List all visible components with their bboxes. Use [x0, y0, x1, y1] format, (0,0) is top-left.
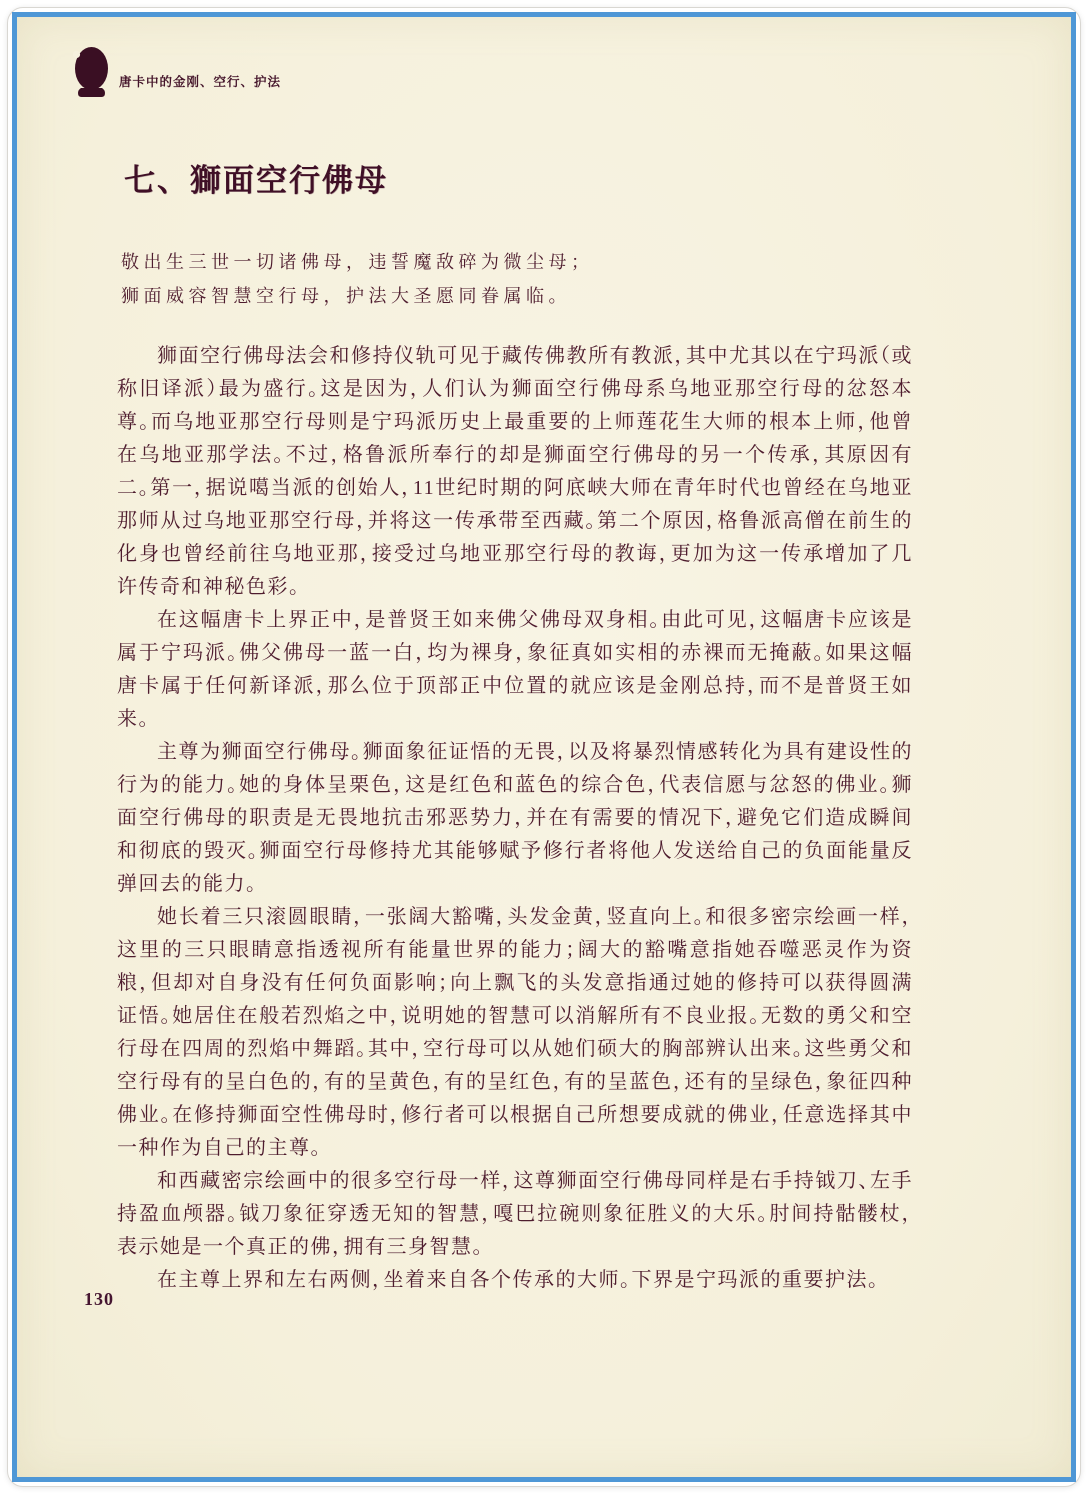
body-paragraph: 主尊为狮面空行佛母。狮面象征证悟的无畏，以及将暴烈情感转化为具有建设性的行为的能力。她的身体呈栗色，这是红色和蓝色的综合色，代表信愿与忿怒的佛业。狮面空行佛母的职责是无畏地抗击邪恶势力，并在有需要的情况下，避免它们造成瞬间和彻底的毁灭。狮面空行母修持尤其能够赋予修行者将他人发送给自己的负面能量反弹回去的能力。: [117, 741, 913, 895]
verse-line-1: 敬出生三世一切诸佛母，违誓魔敌碎为微尘母；: [121, 252, 594, 272]
body-paragraph: 和西藏密宗绘画中的很多空行母一样，这尊狮面空行佛母同样是右手持钺刀、左手持盈血颅器。钺刀象征穿透无知的智慧，嘎巴拉碗则象征胜义的大乐。肘间持骷髅杖，表示她是一个真正的佛，拥有三身智慧。: [117, 1170, 913, 1258]
paper-area: [12, 12, 1076, 1482]
running-header: [73, 45, 281, 100]
chapter-title: 七、獅面空行佛母: [124, 163, 388, 198]
body-paragraph: 她长着三只滚圆眼睛，一张阔大豁嘴，头发金黄，竖直向上。和很多密宗绘画一样，这里的三只眼睛意指透视所有能量世界的能力；阔大的豁嘴意指她吞噬恶灵作为资粮，但却对自身没有任何负面影响；向上飘飞的头发意指通过她的修持可以获得圆满证悟。她居住在般若烈焰之中，说明她的智慧可以消解所有不良业报。无数的勇父和空行母在四周的烈焰中舞蹈。其中，空行母可以从她们硕大的胸部辨认出来。这些勇父和空行母有的呈白色的，有的呈黄色，有的呈红色，有的呈蓝色，还有的呈绿色，象征四种佛业。在修持狮面空性佛母时，修行者可以根据自己所想要成就的佛业，任意选择其中一种作为自己的主尊。: [117, 906, 913, 1159]
page-number: 130: [84, 1289, 114, 1309]
body-paragraph: 在主尊上界和左右两侧，坐着来自各个传承的大师。下界是宁玛派的重要护法。: [157, 1269, 880, 1291]
opening-verse: [121, 245, 594, 313]
verse-line-2: 狮面威容智慧空行母，护法大圣愿同眷属临。: [121, 286, 571, 306]
body-text: [117, 340, 913, 1297]
body-paragraph: 狮面空行佛母法会和修持仪轨可见于藏传佛教所有教派，其中尤其以在宁玛派（或称旧译派）最为盛行。这是因为，人们认为狮面空行佛母系乌地亚那空行母的忿怒本尊。而乌地亚那空行母则是宁玛派历史上最重要的上师莲花生大师的根本上师，他曾在乌地亚那学法。不过，格鲁派所奉行的却是狮面空行佛母的另一个传承，其原因有二。第一，据说噶当派的创始人，11世纪时期的阿底峡大师在青年时代也曾经在乌地亚那师从过乌地亚那空行母，并将这一传承带至西藏。第二个原因，格鲁派高僧在前生的化身也曾经前往乌地亚那，接受过乌地亚那空行母的教诲，更加为这一传承增加了几许传奇和神秘色彩。: [117, 345, 913, 598]
figure-silhouette-icon: [73, 45, 110, 100]
body-paragraph: 在这幅唐卡上界正中，是普贤王如来佛父佛母双身相。由此可见，这幅唐卡应该是属于宁玛派。佛父佛母一蓝一白，均为裸身，象征真如实相的赤裸而无掩蔽。如果这幅唐卡属于任何新译派，那么位于顶部正中位置的就应该是金刚总持，而不是普贤王如来。: [117, 609, 913, 730]
book-page-card: [7, 7, 1081, 1487]
book-title-label: 唐卡中的金刚、空行、护法: [119, 75, 282, 89]
